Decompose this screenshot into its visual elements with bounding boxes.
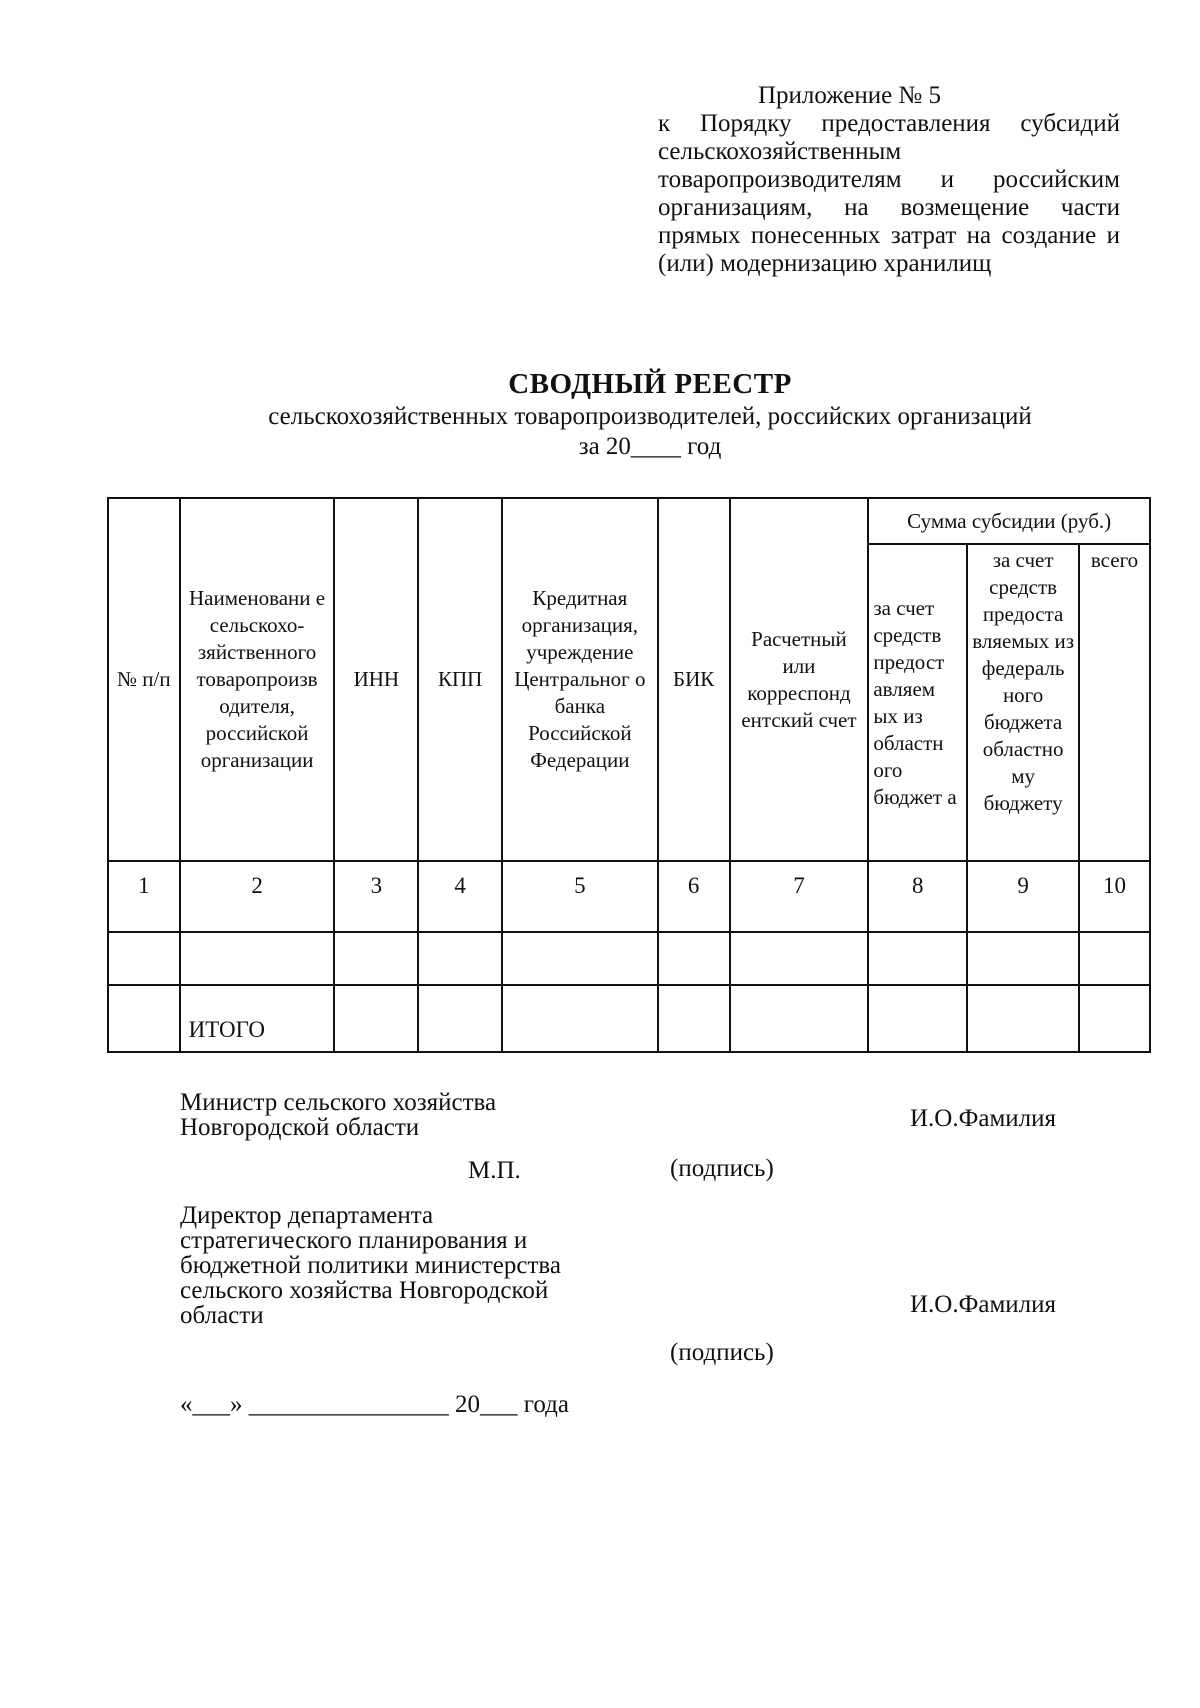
table-cell — [730, 932, 869, 985]
table-cell — [334, 932, 418, 985]
column-number: 3 — [334, 861, 418, 932]
minister-title: Министр сельского хозяйства Новгородской области — [180, 1089, 497, 1141]
signature-placeholder: (подпись) — [670, 1339, 774, 1366]
column-number: 10 — [1079, 861, 1150, 932]
document-subtitle: сельскохозяйственных товаропроизводителей, российских организаций — [268, 403, 1032, 430]
table-cell — [334, 985, 418, 1052]
header-cell-bik: БИК — [658, 498, 730, 861]
stamp-placeholder: М.П. — [468, 1157, 521, 1184]
total-label: ИТОГО — [180, 985, 335, 1052]
header-cell-number: № п/п — [108, 498, 180, 861]
header-cell-subsidy-sum: Сумма субсидии (руб.) — [868, 498, 1150, 544]
column-number: 1 — [108, 861, 180, 932]
table-cell — [967, 932, 1079, 985]
table-cell — [1079, 985, 1150, 1052]
column-number: 9 — [967, 861, 1079, 932]
table-cell — [108, 932, 180, 985]
table-cell — [502, 932, 658, 985]
table-cell — [180, 932, 335, 985]
header-cell-federal-budget: за счет средств предоста вляемых из федераль ного бюджета областно му бюджету — [967, 544, 1079, 861]
minister-name: И.О.Фамилия — [910, 1105, 1057, 1132]
header-cell-bank: Кредитная организация, учреждение Центральног о банка Российской Федерации — [502, 498, 658, 861]
table-cell — [1079, 932, 1150, 985]
header-cell-account: Расчетный или корреспонд ентский счет — [730, 498, 869, 861]
column-number: 8 — [868, 861, 967, 932]
table-cell — [502, 985, 658, 1052]
header-cell-name: Наименовани е сельскохо-зяйственного товаропроизв одителя, российской организации — [180, 498, 335, 861]
appendix-number: Приложение № 5 — [758, 82, 942, 109]
column-number: 4 — [418, 861, 502, 932]
appendix-text: к Порядку предоставления субсидий сельскохозяйственным товаропроизводителям и российским организациям, на возмещение части прямых понесенных затрат на создание и (или) модернизацию хранилищ — [658, 110, 1120, 277]
table-cell — [868, 932, 967, 985]
document-title: СВОДНЫЙ РЕЕСТР — [508, 368, 792, 400]
header-cell-total: всего — [1079, 544, 1150, 861]
registry-table — [107, 497, 1151, 1053]
appendix-block — [658, 82, 1120, 278]
column-number-row — [108, 861, 1150, 932]
column-number: 5 — [502, 861, 658, 932]
total-row — [108, 985, 1150, 1052]
document-year-line: за 20____ год — [578, 433, 722, 460]
table-cell — [658, 932, 730, 985]
table-cell — [418, 932, 502, 985]
table-cell — [658, 985, 730, 1052]
signature-placeholder: (подпись) — [670, 1155, 774, 1182]
table-cell — [868, 985, 967, 1052]
table-cell — [108, 985, 180, 1052]
header-cell-inn: ИНН — [334, 498, 418, 861]
header-cell-kpp: КПП — [418, 498, 502, 861]
date-line: «___» ________________ 20___ года — [180, 1391, 569, 1418]
column-number: 7 — [730, 861, 869, 932]
table-cell — [730, 985, 869, 1052]
column-number: 6 — [658, 861, 730, 932]
table-row — [108, 932, 1150, 985]
table-cell — [418, 985, 502, 1052]
header-cell-regional-budget: за счет средств предост авляем ых из областн ого бюджет а — [868, 544, 967, 861]
table-cell — [967, 985, 1079, 1052]
document-title-block — [0, 366, 1200, 462]
column-number: 2 — [180, 861, 335, 932]
director-title: Директор департамента стратегического планирования и бюджетной политики министерства сельского хозяйства Новгородской области — [180, 1202, 561, 1329]
director-name: И.О.Фамилия — [910, 1291, 1057, 1318]
